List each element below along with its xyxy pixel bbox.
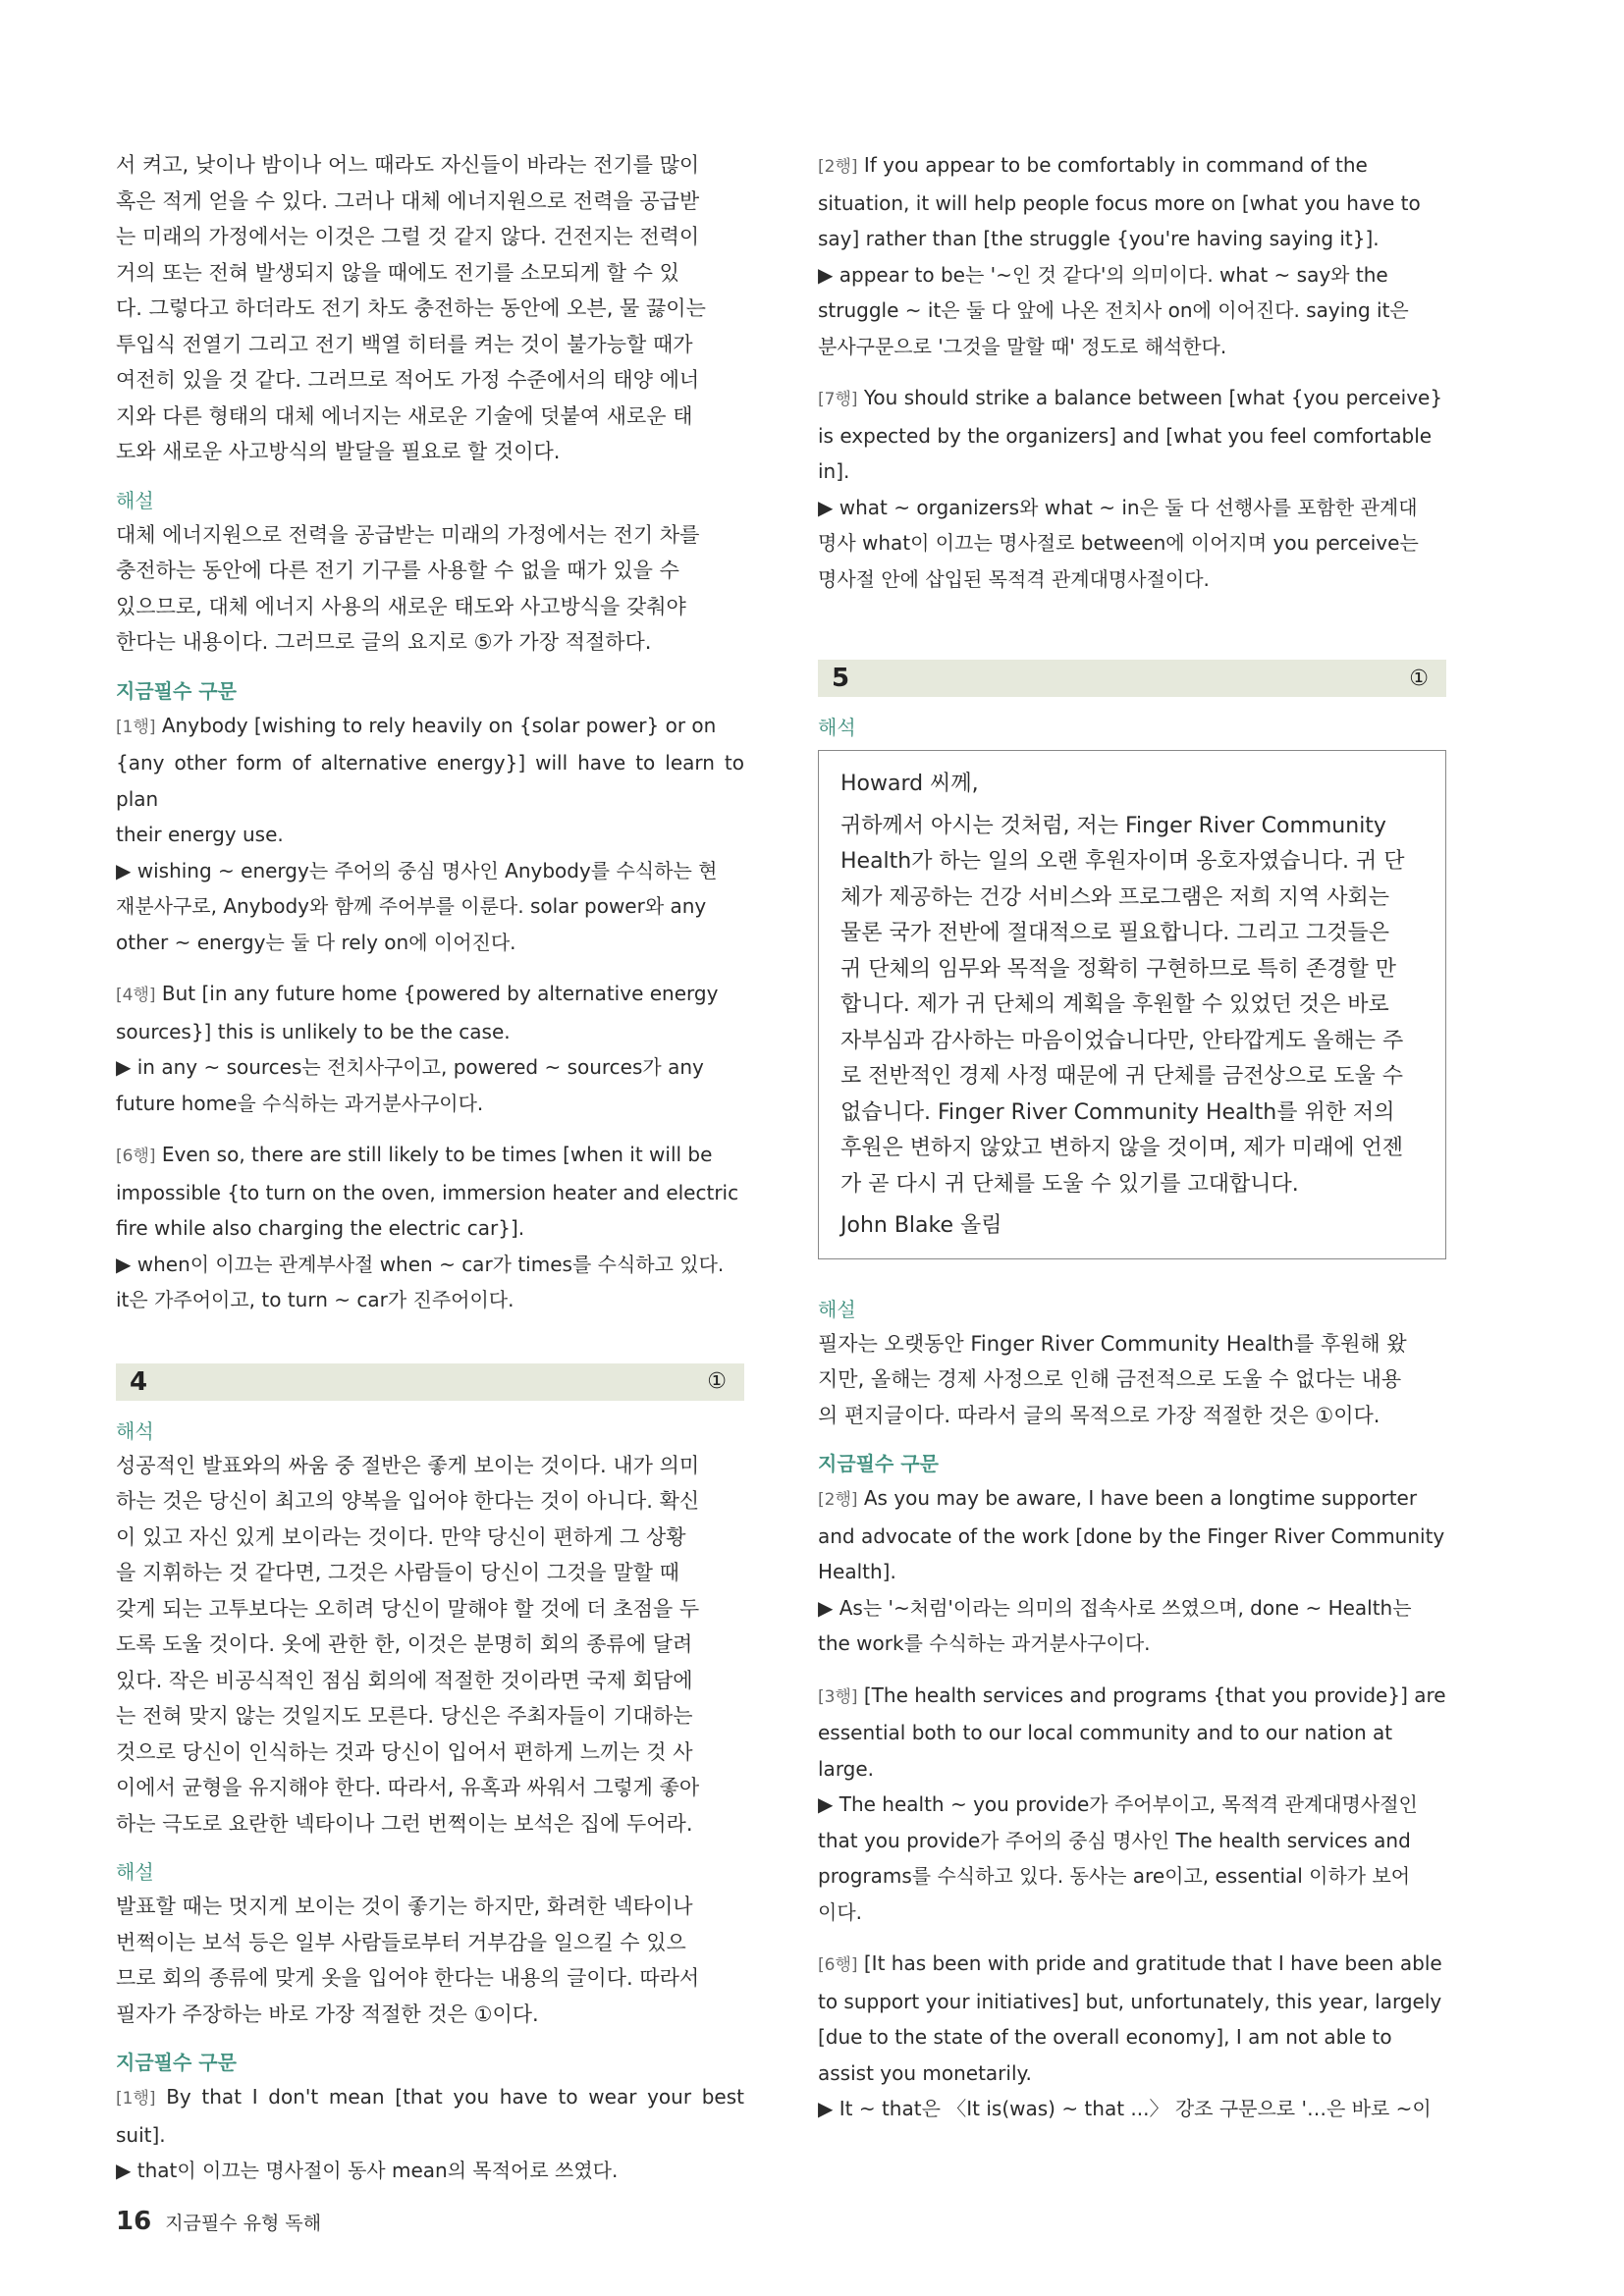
- gumun-label: 지금필수 구문: [116, 2051, 237, 2074]
- gumun-line-7: [7행] You should strike a balance between [what {you perceive} is expected by the organizers] and [what you feel comfortable in]. ▶ what ~ organizers와 what ~ in은 둘 다 선행사를 포함한 관계대 명사 what이 이끄는 명사절로 between에 이어지며 you perceive는 명사절 안에 삽입된 목적격 관계대명사절이다.: [818, 386, 1443, 591]
- letter-greeting: Howard 씨께,: [840, 772, 979, 796]
- q4-explanation: 발표할 때는 멋지게 보이는 것이 좋기는 하지만, 화려한 넥타이나 번쩍이는 보석 등은 일부 사람들로부터 거부감을 일으킬 수 있으 므로 회의 종류에 맞게 옷을 입어야 한다는 내용의 글이다. 따라서 필자가 주장하는 바로 가장 적절한 것은 ①이다.: [116, 1895, 700, 2026]
- book-title: 지금필수 유형 독해: [165, 2212, 322, 2234]
- haeseol-label: 해설: [116, 1860, 154, 1884]
- line-ref: [4행]: [116, 986, 156, 1005]
- haeseol-label: 해설: [116, 488, 154, 512]
- right-column: [818, 147, 1446, 2127]
- q5-explanation: 필자는 오랫동안 Finger River Community Health를 후원해 왔 지만, 올해는 경제 사정으로 인해 금전적으로 도울 수 없다는 내용 의 편지글이다. 따라서 글의 목적으로 가장 적절한 것은 ①이다.: [818, 1331, 1407, 1427]
- letter-signature: John Blake 올림: [840, 1213, 1002, 1238]
- line-ref: [2행]: [818, 157, 858, 177]
- q5-gumun-line-2: [2행] As you may be aware, I have been a longtime supporter and advocate of the work [done by the Finger River Community Health]. ▶ As는 '~처럼'이라는 의미의 접속사로 쓰였으며, done ~ Health는 the work를 수식하는 과거분사구이다.: [818, 1486, 1445, 1655]
- line-ref: [7행]: [818, 390, 858, 409]
- answer-badge: ①: [707, 1369, 727, 1394]
- left-column: [116, 147, 744, 2189]
- haeseol-text: 대체 에너지원으로 전력을 공급받는 미래의 가정에서는 전기 차를 충전하는 동안에 다른 전기 기구를 사용할 수 없을 때가 있을 수 있으므로, 대체 에너지 사용의 새로운 태도와 사고방식을 갖춰야 한다는 내용이다. 그러므로 글의 요지로 ⑤가 가장 적절하다.: [116, 522, 700, 654]
- letter-box: Howard 씨께, 귀하께서 아시는 것처럼, 저는 Finger River Community Health가 하는 일의 오랜 후원자이며 옹호자였습니다. 귀 단 체가 제공하는 건강 서비스와 프로그램은 저희 지역 사회는 물론 국가 전반에 절대적으로 필요합니다. 그리고 그것들은 귀 단체의 임무와 목적을 정확히 구현하므로 특히 존경할 만 합니다. 제가 귀 단체의 계획을 후원할 수 있었던 것은 바로 자부심과 감사하는 마음이었습니다만, 안타깝게도 올해는 주 로 전반적인 경제 사정 때문에 귀 단체를 금전상으로 도울 수 없습니다. Finger River Community Health를 위한 저의 후원은 변하지 않았고 변하지 않을 것이며, 제가 미래에 언젠 가 곧 다시 귀 단체를 도울 수 있기를 고대합니다. John Blake 올림: [818, 750, 1446, 1259]
- line-ref: [1행]: [116, 2089, 156, 2109]
- haeseok-label: 해석: [116, 1418, 154, 1443]
- line-ref: [1행]: [116, 717, 156, 737]
- haeseok-label: 해석: [818, 716, 856, 739]
- q5-gumun-line-3: [3행] [The health services and programs {that you provide}] are essential both to our local community and to our nation at large. ▶ The health ~ you provide가 주어부이고, 목적격 관계대명사절인 that you provide가 주어의 중심 명사인 The health services and programs를 수식하고 있다. 동사는 are이고, essential 이하가 보어 이다.: [818, 1682, 1446, 1924]
- gumun-line-4: [4행] But [in any future home {powered by alternative energy sources}] this is unlikely to be the case. ▶ in any ~ sources는 전치사구이고, powered ~ sources가 any future home을 수식하는 과거분사구이다.: [116, 982, 719, 1115]
- line-ref: [3행]: [818, 1686, 858, 1707]
- intro-translation: 서 켜고, 낮이나 밤이나 어느 때라도 자신들이 바라는 전기를 많이 혹은 적게 얻을 수 있다. 그러나 대체 에너지원으로 전력을 공급받 는 미래의 가정에서는 이것은 그럴 것 같지 않다. 건전지는 전력이 거의 또는 전혀 발생되지 않을 때에도 전기를 소모되게 할 수 있 다. 그렇다고 하더라도 전기 차도 충전하는 동안에 오븐, 물 끓이는 투입식 전열기 그리고 전기 백열 히터를 켜는 것이 불가능할 때가 여전히 있을 것 같다. 그러므로 적어도 가정 수준에서의 태양 에너 지와 다른 형태의 대체 에너지는 새로운 기술에 덧붙여 새로운 태 도와 새로운 사고방식의 발달을 필요로 할 것이다.: [116, 153, 706, 463]
- gumun-label: 지금필수 구문: [116, 678, 237, 703]
- question-number: 5: [832, 664, 850, 693]
- gumun-line-6: [6행] Even so, there are still likely to be times [when it will be impossible {to turn on the oven, immersion heater and electric fire while also charging the electric car}]. ▶ when이 이끄는 관계부사절 when ~ car가 times를 수식하고 있다. it은 가주어이고, to turn ~ car가 진주어이다.: [116, 1143, 739, 1311]
- haeseol-label: 해설: [818, 1297, 856, 1321]
- q4-gumun-line-1: [1행] By that I don't mean [that you have to wear your best suit]. ▶ that이 이끄는 명사절이 동사 mean의 목적어로 쓰였다.: [116, 2085, 744, 2182]
- line-ref: [2행]: [818, 1490, 858, 1510]
- gumun-line-1: [1행] Anybody [wishing to rely heavily on {solar power} or on {any other form of alternative energy}] will have to learn to plan their energy use. ▶ wishing ~ energy는 주어의 중심 명사인 Anybody를 수식하는 현 재분사구로, Anybody와 함께 주어부를 이룬다. solar power와 any other ~ energy는 둘 다 rely on에 이어진다.: [116, 713, 744, 954]
- q4-translation: 성공적인 발표와의 싸움 중 절반은 좋게 보이는 것이다. 내가 의미 하는 것은 당신이 최고의 양복을 입어야 한다는 것이 아니다. 확신 이 있고 자신 있게 보이라는 것이다. 만약 당신이 편하게 그 상황 을 지휘하는 것 같다면, 그것은 사람들이 당신이 그것을 말할 때 갖게 되는 고투보다는 오히려 당신이 말해야 할 것에 더 초점을 두 도록 도울 것이다. 옷에 관한 한, 이것은 분명히 회의 종류에 달려 있다. 작은 비공식적인 점심 회의에 적절한 것이라면 국제 회담에 는 전혀 맞지 않는 것일지도 모른다. 당신은 주최자들이 기대하는 것으로 당신이 인식하는 것과 당신이 입어서 편하게 느끼는 것 사 이에서 균형을 유지해야 한다. 따라서, 유혹과 싸워서 그렇게 좋아 하는 극도로 요란한 넥타이나 그런 번쩍이는 보석은 집에 두어라.: [116, 1453, 700, 1836]
- gumun-line-2: [2행] If you appear to be comfortably in command of the situation, it will help people focus more on [what you have to say] rather than [the struggle {you're having saying it}]. ▶ appear to be는 '~인 것 같다'의 의미이다. what ~ say와 the struggle ~ it은 둘 다 앞에 나온 전치사 on에 이어진다. saying it은 분사구문으로 '그것을 말할 때' 정도로 해석한다.: [818, 153, 1421, 358]
- answer-badge: ①: [1409, 666, 1429, 691]
- line-ref: [6행]: [818, 1955, 858, 1975]
- page-footer: [116, 2207, 321, 2236]
- line-ref: [6행]: [116, 1147, 156, 1166]
- question-number: 4: [130, 1366, 148, 1397]
- gumun-label: 지금필수 구문: [818, 1452, 939, 1475]
- page-number: 16: [116, 2207, 152, 2236]
- question-4-header: [116, 1363, 744, 1401]
- question-5-header: [818, 660, 1446, 697]
- q5-gumun-line-6: [6행] [It has been with pride and gratitude that I have been able to support your initiatives] but, unfortunately, this year, largely [due to the state of the overall economy], I am not able to assist you monetarily. ▶ It ~ that은 〈It is(was) ~ that ...〉 강조 구문으로 '…은 바로 ~이: [818, 1951, 1442, 2120]
